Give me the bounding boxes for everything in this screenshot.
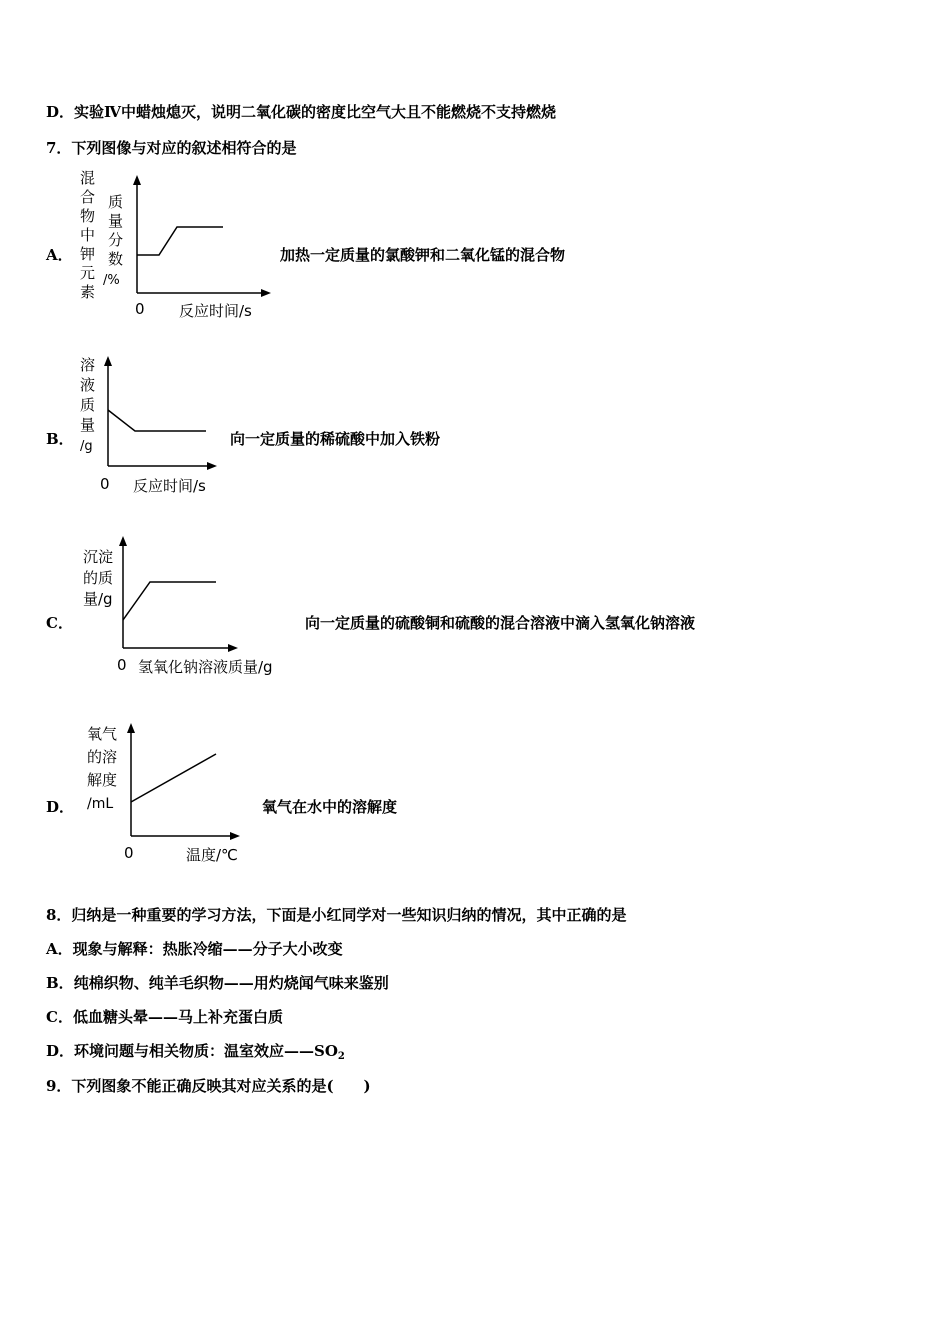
graph-a-y-label-outer bbox=[80, 169, 95, 301]
q7-option-c-text: 向一定质量的硫酸铜和硫酸的混合溶液中滴入氢氧化钠溶液 bbox=[305, 614, 696, 632]
graph-b-ylabel-unit: /g bbox=[80, 439, 93, 454]
q8-option-a bbox=[46, 938, 343, 959]
q8-option-a-text: 现象与解释：热胀冷缩——分子大小改变 bbox=[72, 940, 343, 958]
graph-c-y-label bbox=[83, 548, 113, 608]
q8-option-d-letter: D． bbox=[46, 1042, 75, 1060]
graph-c-x-arrow bbox=[228, 644, 238, 652]
graph-c-origin: 0 bbox=[117, 656, 127, 674]
graph-d-y-arrow bbox=[127, 723, 135, 733]
q7-option-d-text: 氧气在水中的溶解度 bbox=[262, 798, 398, 816]
graph-c-curve bbox=[123, 582, 216, 620]
graph-d-y-label bbox=[87, 725, 117, 812]
q8-stem: 8．归纳是一种重要的学习方法，下面是小红同学对一些知识归纳的情况，其中正确的是 bbox=[46, 906, 627, 924]
graph-a-ylabel-char: 物 bbox=[80, 207, 96, 225]
graph-b-x-arrow bbox=[207, 462, 217, 470]
q7-option-d-letter: D． bbox=[46, 798, 75, 816]
graph-c-x-label: 氢氧化钠溶液质量/g bbox=[138, 658, 273, 676]
graph-b-ylabel-char: 质 bbox=[80, 396, 96, 414]
q7-graph-a bbox=[75, 165, 275, 325]
q7-graph-c bbox=[78, 530, 298, 685]
graph-b-ylabel-char: 溶 bbox=[80, 356, 96, 374]
q7-option-c-letter: C． bbox=[46, 614, 73, 632]
q7-option-a-letter: A． bbox=[46, 246, 73, 264]
graph-a-y-arrow bbox=[133, 175, 141, 185]
graph-a-ylabel-char: 元 bbox=[80, 264, 96, 282]
graph-a-x-arrow bbox=[261, 289, 271, 297]
q8-option-d-subscript: 2 bbox=[337, 1051, 345, 1062]
graph-c-y-arrow bbox=[119, 536, 127, 546]
q7-option-b-text: 向一定质量的稀硫酸中加入铁粉 bbox=[230, 430, 441, 448]
graph-d-ylabel-unit: /mL bbox=[87, 796, 114, 812]
graph-a-ylabel-unit: /% bbox=[103, 273, 120, 288]
graph-b-origin: 0 bbox=[100, 475, 110, 493]
graph-b-ylabel-char: 液 bbox=[80, 376, 96, 394]
q9-stem: 9．下列图象不能正确反映其对应关系的是( ) bbox=[46, 1077, 371, 1095]
graph-c-ylabel-line: 量/g bbox=[83, 590, 113, 608]
graph-a-origin: 0 bbox=[135, 300, 145, 318]
q8-option-b bbox=[46, 972, 389, 993]
graph-c-ylabel-line: 沉淀 bbox=[83, 548, 114, 566]
graph-a-ylabel-char: 钾 bbox=[80, 245, 96, 263]
graph-d-ylabel-line: 的溶 bbox=[87, 748, 118, 766]
q8-option-b-letter: B． bbox=[46, 974, 74, 992]
q7-option-a-text: 加热一定质量的氯酸钾和二氧化锰的混合物 bbox=[280, 246, 566, 264]
q8-option-c-text: 低血糖头晕——马上补充蛋白质 bbox=[72, 1008, 283, 1026]
graph-d-ylabel-line: 解度 bbox=[87, 771, 118, 789]
graph-d-x-arrow bbox=[230, 832, 240, 840]
graph-a-ylabel-char: 中 bbox=[80, 226, 96, 244]
q8-option-a-letter: A． bbox=[46, 940, 73, 958]
graph-a-ylabel-char: 混 bbox=[80, 169, 96, 187]
graph-a-ylabel-char: 合 bbox=[80, 188, 96, 206]
q8-option-c bbox=[46, 1006, 283, 1027]
graph-a-ylabel-char: 量 bbox=[108, 212, 124, 230]
graph-a-ylabel-char: 素 bbox=[80, 283, 96, 301]
graph-d-origin: 0 bbox=[124, 844, 134, 862]
graph-d-curve bbox=[131, 754, 216, 802]
graph-d-ylabel-line: 氧气 bbox=[87, 725, 118, 743]
q6-option-d: D．实验Ⅳ中蜡烛熄灭，说明二氧化碳的密度比空气大且不能燃烧不支持燃烧 bbox=[46, 103, 557, 121]
q7-graph-d bbox=[82, 715, 262, 870]
graph-a-x-label: 反应时间/s bbox=[179, 302, 252, 320]
q8-option-b-text: 纯棉织物、纯羊毛织物——用灼烧闻气味来鉴别 bbox=[73, 974, 389, 992]
q8-option-c-letter: C． bbox=[46, 1008, 73, 1026]
graph-b-x-label: 反应时间/s bbox=[133, 477, 206, 495]
graph-b-curve bbox=[108, 410, 206, 431]
q8-option-d-text: 环境问题与相关物质：温室效应——SO bbox=[74, 1042, 338, 1060]
graph-a-ylabel-char: 数 bbox=[108, 250, 124, 268]
graph-b-y-arrow bbox=[104, 356, 112, 366]
graph-a-ylabel-char: 分 bbox=[108, 231, 124, 249]
graph-b-ylabel-char: 量 bbox=[80, 416, 96, 434]
graph-a-curve bbox=[137, 227, 223, 255]
q7-stem: 7．下列图像与对应的叙述相符合的是 bbox=[46, 139, 297, 157]
graph-c-ylabel-line: 的质 bbox=[83, 569, 114, 587]
graph-a-ylabel-char: 质 bbox=[108, 193, 124, 211]
q7-graph-b bbox=[75, 350, 235, 500]
graph-d-x-label: 温度/℃ bbox=[186, 846, 238, 864]
q8-option-d bbox=[46, 1040, 345, 1062]
graph-a-y-label-inner bbox=[103, 193, 123, 288]
graph-b-y-label bbox=[80, 356, 95, 454]
q7-option-b-letter: B． bbox=[46, 430, 74, 448]
